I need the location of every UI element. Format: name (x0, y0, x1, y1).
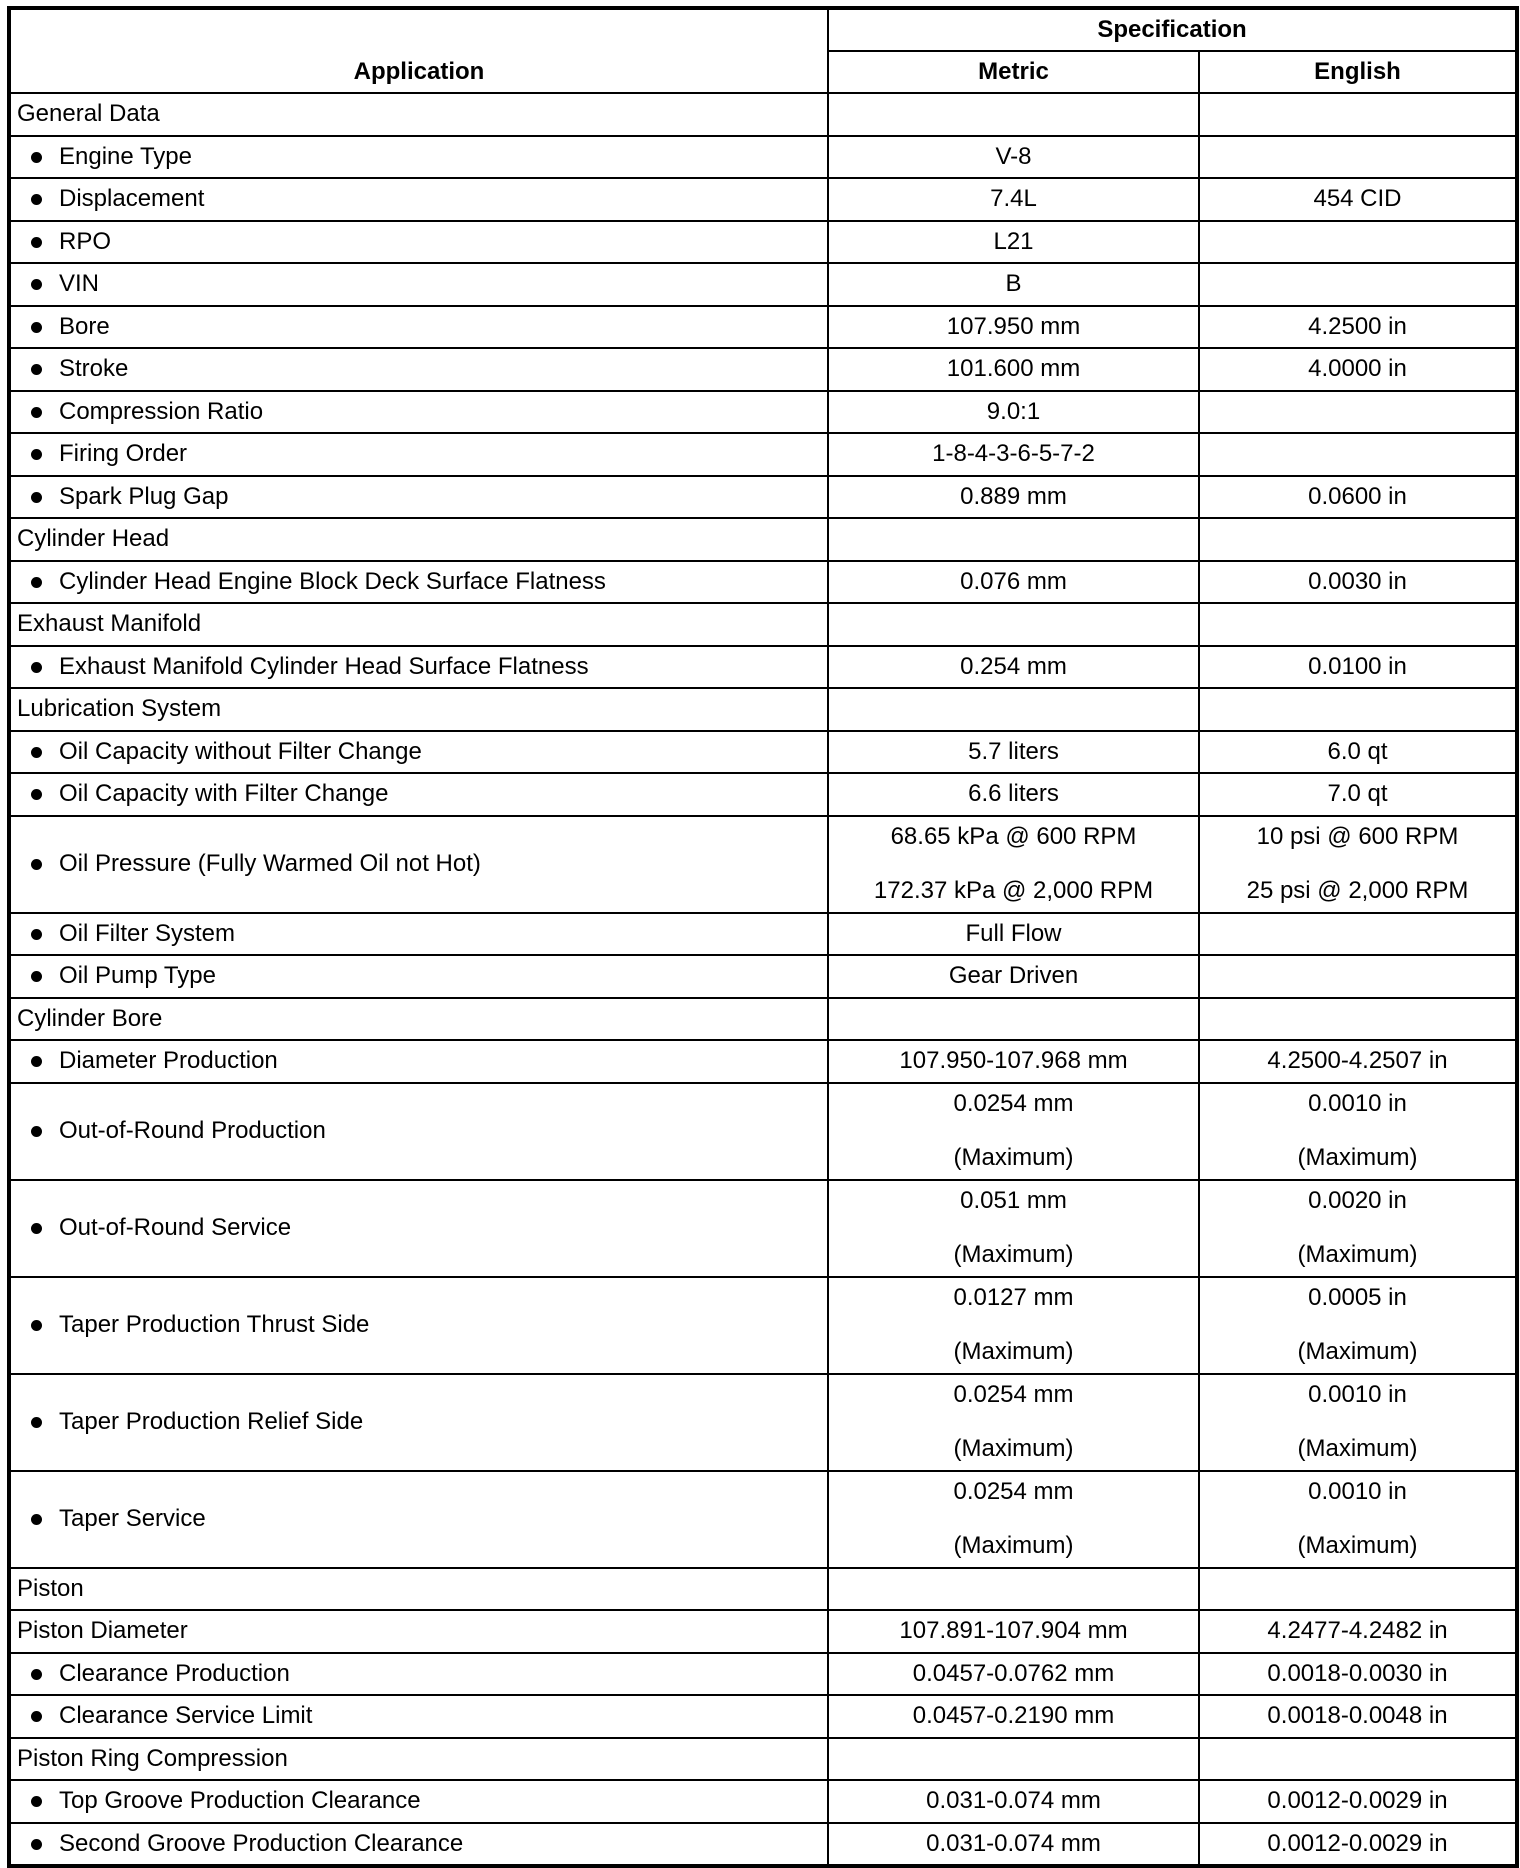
metric-value (828, 1568, 1199, 1611)
metric-value-line: (Maximum) (953, 1338, 1074, 1365)
bullet-icon (31, 1839, 42, 1850)
table-row (9, 348, 1517, 391)
row-label-text: VIN (59, 270, 100, 298)
row-label-text: Cylinder Head (17, 525, 170, 553)
bullet-icon (31, 1514, 42, 1525)
bullet-icon (31, 1669, 42, 1680)
section-label (9, 1610, 828, 1653)
english-value (1199, 1083, 1517, 1180)
metric-value (828, 1374, 1199, 1471)
row-label-text: Second Groove Production Clearance (59, 1829, 464, 1857)
english-value: 4.2477-4.2482 in (1199, 1610, 1517, 1653)
item-label (9, 1823, 828, 1867)
item-label (9, 1040, 828, 1083)
bullet-icon (31, 859, 42, 870)
item-label (9, 221, 828, 264)
english-value: 4.0000 in (1199, 348, 1517, 391)
table-row (9, 603, 1517, 646)
metric-value (828, 1277, 1199, 1374)
row-label-text: Out-of-Round Production (59, 1117, 326, 1144)
metric-value-line: 0.051 mm (960, 1187, 1067, 1214)
bullet-icon (31, 1417, 42, 1428)
english-value: 0.0030 in (1199, 561, 1517, 604)
english-value-line: (Maximum) (1297, 1338, 1418, 1365)
metric-value: 7.4L (828, 178, 1199, 221)
metric-value (828, 93, 1199, 136)
row-label-text: Exhaust Manifold Cylinder Head Surface Flatness (59, 652, 589, 680)
english-value (1199, 1471, 1517, 1568)
row-label-text: Oil Filter System (59, 919, 236, 947)
metric-value: Full Flow (828, 913, 1199, 956)
metric-value: 0.031-0.074 mm (828, 1823, 1199, 1867)
table-row (9, 476, 1517, 519)
metric-value: 1-8-4-3-6-5-7-2 (828, 433, 1199, 476)
metric-value: 5.7 liters (828, 731, 1199, 774)
item-label (9, 913, 828, 956)
bullet-icon (31, 279, 42, 290)
table-row (9, 1083, 1517, 1180)
row-label-text: Bore (59, 312, 110, 340)
english-value (1199, 1180, 1517, 1277)
row-label-text: Top Groove Production Clearance (59, 1787, 421, 1815)
metric-value: 6.6 liters (828, 773, 1199, 816)
row-label-text: Piston (17, 1574, 84, 1602)
table-row (9, 731, 1517, 774)
english-value-line: 10 psi @ 600 RPM (1256, 823, 1459, 850)
bullet-icon (31, 789, 42, 800)
row-label-text: RPO (59, 227, 112, 255)
english-value-line: 25 psi @ 2,000 RPM (1246, 877, 1469, 904)
item-label (9, 178, 828, 221)
table-body (9, 93, 1517, 1866)
english-value: 4.2500-4.2507 in (1199, 1040, 1517, 1083)
english-value-line: (Maximum) (1297, 1241, 1418, 1268)
metric-value: 0.031-0.074 mm (828, 1780, 1199, 1823)
table-row (9, 561, 1517, 604)
table-row (9, 221, 1517, 264)
english-value (1199, 688, 1517, 731)
row-label-text: Cylinder Bore (17, 1004, 163, 1032)
section-label (9, 1568, 828, 1611)
bullet-icon (31, 1796, 42, 1807)
row-label-text: Clearance Service Limit (59, 1702, 313, 1730)
english-value (1199, 603, 1517, 646)
metric-value: 101.600 mm (828, 348, 1199, 391)
metric-value-line: 172.37 kPa @ 2,000 RPM (873, 877, 1154, 904)
table-row (9, 1738, 1517, 1781)
row-label-text: Exhaust Manifold (17, 610, 202, 638)
metric-value-line: (Maximum) (953, 1241, 1074, 1268)
english-value-line: 0.0010 in (1308, 1478, 1407, 1505)
bullet-icon (31, 747, 42, 758)
header-application: Application (9, 8, 828, 93)
section-label (9, 688, 828, 731)
item-label (9, 955, 828, 998)
item-label (9, 1277, 828, 1374)
row-label-text: Taper Production Thrust Side (59, 1311, 370, 1338)
metric-value: 0.254 mm (828, 646, 1199, 689)
bullet-icon (31, 1320, 42, 1331)
metric-value: 0.889 mm (828, 476, 1199, 519)
row-label-text: Taper Production Relief Side (59, 1408, 364, 1435)
metric-value: 0.0457-0.2190 mm (828, 1695, 1199, 1738)
item-label (9, 136, 828, 179)
metric-value (828, 603, 1199, 646)
bullet-icon (31, 322, 42, 333)
english-value (1199, 518, 1517, 561)
table-row (9, 1823, 1517, 1867)
item-label (9, 646, 828, 689)
item-label (9, 1374, 828, 1471)
english-value: 0.0012-0.0029 in (1199, 1780, 1517, 1823)
metric-value-line: (Maximum) (953, 1435, 1074, 1462)
table-row (9, 1180, 1517, 1277)
bullet-icon (31, 194, 42, 205)
metric-value-line: (Maximum) (953, 1532, 1074, 1559)
metric-value: 107.950 mm (828, 306, 1199, 349)
metric-value: 107.891-107.904 mm (828, 1610, 1199, 1653)
english-value: 0.0600 in (1199, 476, 1517, 519)
metric-value-line: 68.65 kPa @ 600 RPM (890, 823, 1137, 850)
row-label-text: Oil Capacity with Filter Change (59, 780, 389, 808)
item-label (9, 1653, 828, 1696)
english-value: 4.2500 in (1199, 306, 1517, 349)
table-row (9, 136, 1517, 179)
metric-value: 0.0457-0.0762 mm (828, 1653, 1199, 1696)
row-label-text: Piston Diameter (17, 1617, 188, 1645)
section-label (9, 518, 828, 561)
english-value (1199, 93, 1517, 136)
bullet-icon (31, 929, 42, 940)
metric-value: V-8 (828, 136, 1199, 179)
item-label (9, 476, 828, 519)
metric-value-line: 0.0254 mm (953, 1090, 1074, 1117)
metric-value: B (828, 263, 1199, 306)
row-label-text: Oil Pump Type (59, 962, 216, 990)
english-value: 6.0 qt (1199, 731, 1517, 774)
row-label-text: Diameter Production (59, 1047, 278, 1075)
english-value (1199, 136, 1517, 179)
english-value (1199, 1277, 1517, 1374)
row-label-text: Oil Capacity without Filter Change (59, 737, 422, 765)
row-label-text: Piston Ring Compression (17, 1744, 288, 1772)
english-value (1199, 433, 1517, 476)
item-label (9, 561, 828, 604)
item-label (9, 1180, 828, 1277)
bullet-icon (31, 1056, 42, 1067)
bullet-icon (31, 492, 42, 503)
english-value (1199, 913, 1517, 956)
row-label-text: Compression Ratio (59, 397, 264, 425)
english-value (1199, 816, 1517, 913)
item-label (9, 263, 828, 306)
section-label (9, 998, 828, 1041)
table-row (9, 816, 1517, 913)
english-value (1199, 1374, 1517, 1471)
table-row (9, 955, 1517, 998)
item-label (9, 1083, 828, 1180)
english-value: 0.0012-0.0029 in (1199, 1823, 1517, 1867)
table-row (9, 773, 1517, 816)
table-row (9, 178, 1517, 221)
table-row (9, 518, 1517, 561)
metric-value: 107.950-107.968 mm (828, 1040, 1199, 1083)
bullet-icon (31, 364, 42, 375)
table-header (9, 8, 1517, 93)
row-label-text: Firing Order (59, 440, 188, 468)
row-label-text: Cylinder Head Engine Block Deck Surface Flatness (59, 567, 606, 595)
metric-value-line: 0.0254 mm (953, 1381, 1074, 1408)
metric-value (828, 1180, 1199, 1277)
table-row (9, 1780, 1517, 1823)
english-value (1199, 221, 1517, 264)
english-value-line: 0.0020 in (1308, 1187, 1407, 1214)
table-row (9, 1610, 1517, 1653)
bullet-icon (31, 1126, 42, 1137)
item-label (9, 1780, 828, 1823)
item-label (9, 1695, 828, 1738)
row-label-text: Spark Plug Gap (59, 482, 229, 510)
english-value: 0.0100 in (1199, 646, 1517, 689)
english-value: 0.0018-0.0030 in (1199, 1653, 1517, 1696)
metric-value (828, 816, 1199, 913)
metric-value-line: 0.0127 mm (953, 1284, 1074, 1311)
spec-table-container (7, 6, 1519, 1868)
table-row (9, 1374, 1517, 1471)
table-row (9, 306, 1517, 349)
row-label-text: Displacement (59, 185, 205, 213)
metric-value: L21 (828, 221, 1199, 264)
metric-value: 0.076 mm (828, 561, 1199, 604)
bullet-icon (31, 407, 42, 418)
item-label (9, 1471, 828, 1568)
table-row (9, 1653, 1517, 1696)
table-row (9, 263, 1517, 306)
row-label-text: Taper Service (59, 1505, 206, 1532)
item-label (9, 306, 828, 349)
english-value (1199, 998, 1517, 1041)
item-label (9, 348, 828, 391)
english-value (1199, 955, 1517, 998)
english-value (1199, 391, 1517, 434)
metric-value (828, 1083, 1199, 1180)
metric-value (828, 1738, 1199, 1781)
table-row (9, 433, 1517, 476)
table-row (9, 1471, 1517, 1568)
english-value-line: (Maximum) (1297, 1532, 1418, 1559)
english-value-line: 0.0010 in (1308, 1381, 1407, 1408)
metric-value: Gear Driven (828, 955, 1199, 998)
metric-value-line: 0.0254 mm (953, 1478, 1074, 1505)
row-label-text: Lubrication System (17, 695, 222, 723)
english-value: 7.0 qt (1199, 773, 1517, 816)
english-value-line: (Maximum) (1297, 1144, 1418, 1171)
table-row (9, 1568, 1517, 1611)
bullet-icon (31, 449, 42, 460)
row-label-text: Out-of-Round Service (59, 1214, 292, 1241)
item-label (9, 391, 828, 434)
english-value-line: 0.0010 in (1308, 1090, 1407, 1117)
header-metric: Metric (828, 51, 1199, 93)
table-row (9, 391, 1517, 434)
row-label-text: Stroke (59, 355, 129, 383)
item-label (9, 816, 828, 913)
item-label (9, 433, 828, 476)
english-value (1199, 263, 1517, 306)
metric-value-line: (Maximum) (953, 1144, 1074, 1171)
bullet-icon (31, 971, 42, 982)
table-row (9, 1277, 1517, 1374)
english-value: 454 CID (1199, 178, 1517, 221)
table-row (9, 688, 1517, 731)
row-label-text: General Data (17, 100, 160, 128)
english-value-line: (Maximum) (1297, 1435, 1418, 1462)
table-row (9, 93, 1517, 136)
metric-value (828, 998, 1199, 1041)
table-row (9, 1040, 1517, 1083)
bullet-icon (31, 152, 42, 163)
header-specification: Specification (828, 8, 1517, 51)
bullet-icon (31, 1711, 42, 1722)
table-row (9, 998, 1517, 1041)
bullet-icon (31, 577, 42, 588)
table-row (9, 913, 1517, 956)
item-label (9, 773, 828, 816)
header-english: English (1199, 51, 1517, 93)
row-label-text: Clearance Production (59, 1659, 290, 1687)
item-label (9, 731, 828, 774)
bullet-icon (31, 662, 42, 673)
spec-table (7, 6, 1519, 1868)
table-row (9, 1695, 1517, 1738)
english-value: 0.0018-0.0048 in (1199, 1695, 1517, 1738)
section-label (9, 1738, 828, 1781)
bullet-icon (31, 1223, 42, 1234)
row-label-text: Engine Type (59, 142, 192, 170)
metric-value (828, 688, 1199, 731)
section-label (9, 93, 828, 136)
english-value (1199, 1568, 1517, 1611)
bullet-icon (31, 237, 42, 248)
section-label (9, 603, 828, 646)
table-row (9, 646, 1517, 689)
metric-value (828, 518, 1199, 561)
english-value-line: 0.0005 in (1308, 1284, 1407, 1311)
row-label-text: Oil Pressure (Fully Warmed Oil not Hot) (59, 850, 481, 877)
metric-value: 9.0:1 (828, 391, 1199, 434)
metric-value (828, 1471, 1199, 1568)
english-value (1199, 1738, 1517, 1781)
